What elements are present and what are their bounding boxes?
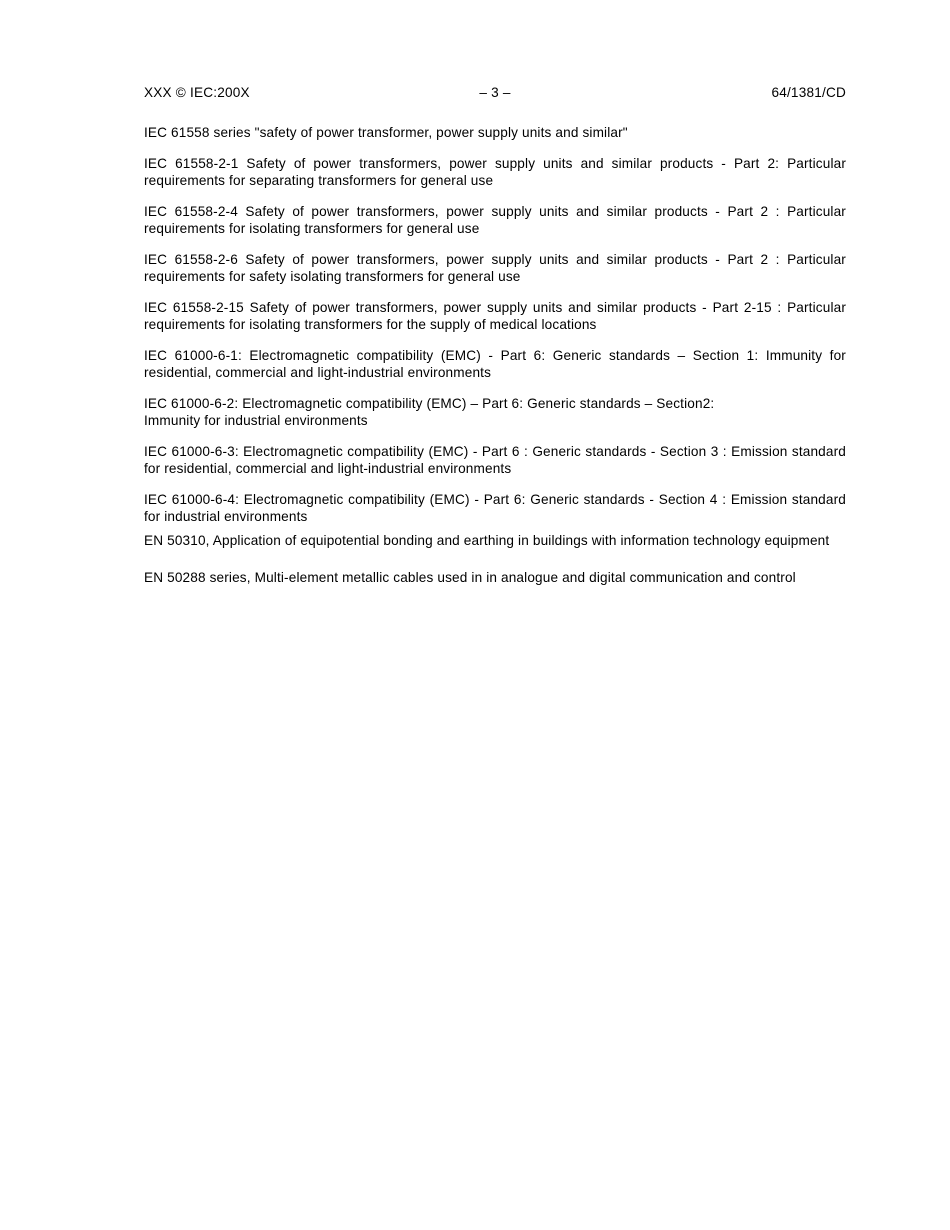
reference-item: IEC 61000-6-3: Electromagnetic compatibility (EMC) - Part 6 : Generic standards - Section 3 : Emission standard for residential, commercial and light-industrial environments — [144, 444, 846, 476]
reference-item: IEC 61000-6-1: Electromagnetic compatibility (EMC) - Part 6: Generic standards – Section 1: Immunity for residential, commercial and light-industrial environments — [144, 348, 846, 380]
header-page-number: – 3 – — [479, 85, 511, 100]
header-document-id: XXX © IEC:200X — [144, 85, 250, 100]
header-committee-ref: 64/1381/CD — [771, 85, 846, 100]
reference-item: IEC 61000-6-2: Electromagnetic compatibility (EMC) – Part 6: Generic standards – Section2: — [144, 396, 715, 411]
reference-item: IEC 61558-2-4 Safety of power transformers, power supply units and similar products - Part 2 : Particular requirements for isolating transformers for general use — [144, 204, 846, 236]
reference-item: IEC 61558 series "safety of power transformer, power supply units and similar" — [144, 125, 628, 140]
reference-item: IEC 61558-2-6 Safety of power transformers, power supply units and similar products - Part 2 : Particular requirements for safety isolating transformers for general use — [144, 252, 846, 284]
reference-item: IEC 61000-6-4: Electromagnetic compatibility (EMC) - Part 6: Generic standards - Section 4 : Emission standard for industrial environments — [144, 492, 846, 524]
page-header — [144, 84, 846, 102]
reference-item: EN 50288 series, Multi-element metallic cables used in in analogue and digital communication and control — [144, 570, 796, 585]
reference-item-continuation: Immunity for industrial environments — [144, 413, 368, 428]
reference-item: IEC 61558-2-15 Safety of power transformers, power supply units and similar products - Part 2-15 : Particular requirements for isolating transformers for the supply of medical locations — [144, 300, 846, 332]
document-page — [144, 0, 846, 1230]
reference-item: EN 50310, Application of equipotential bonding and earthing in buildings with information technology equipment — [144, 533, 830, 548]
normative-references-list — [144, 124, 846, 586]
reference-item: IEC 61558-2-1 Safety of power transformers, power supply units and similar products - Part 2: Particular requirements for separating transformers for general use — [144, 156, 846, 188]
